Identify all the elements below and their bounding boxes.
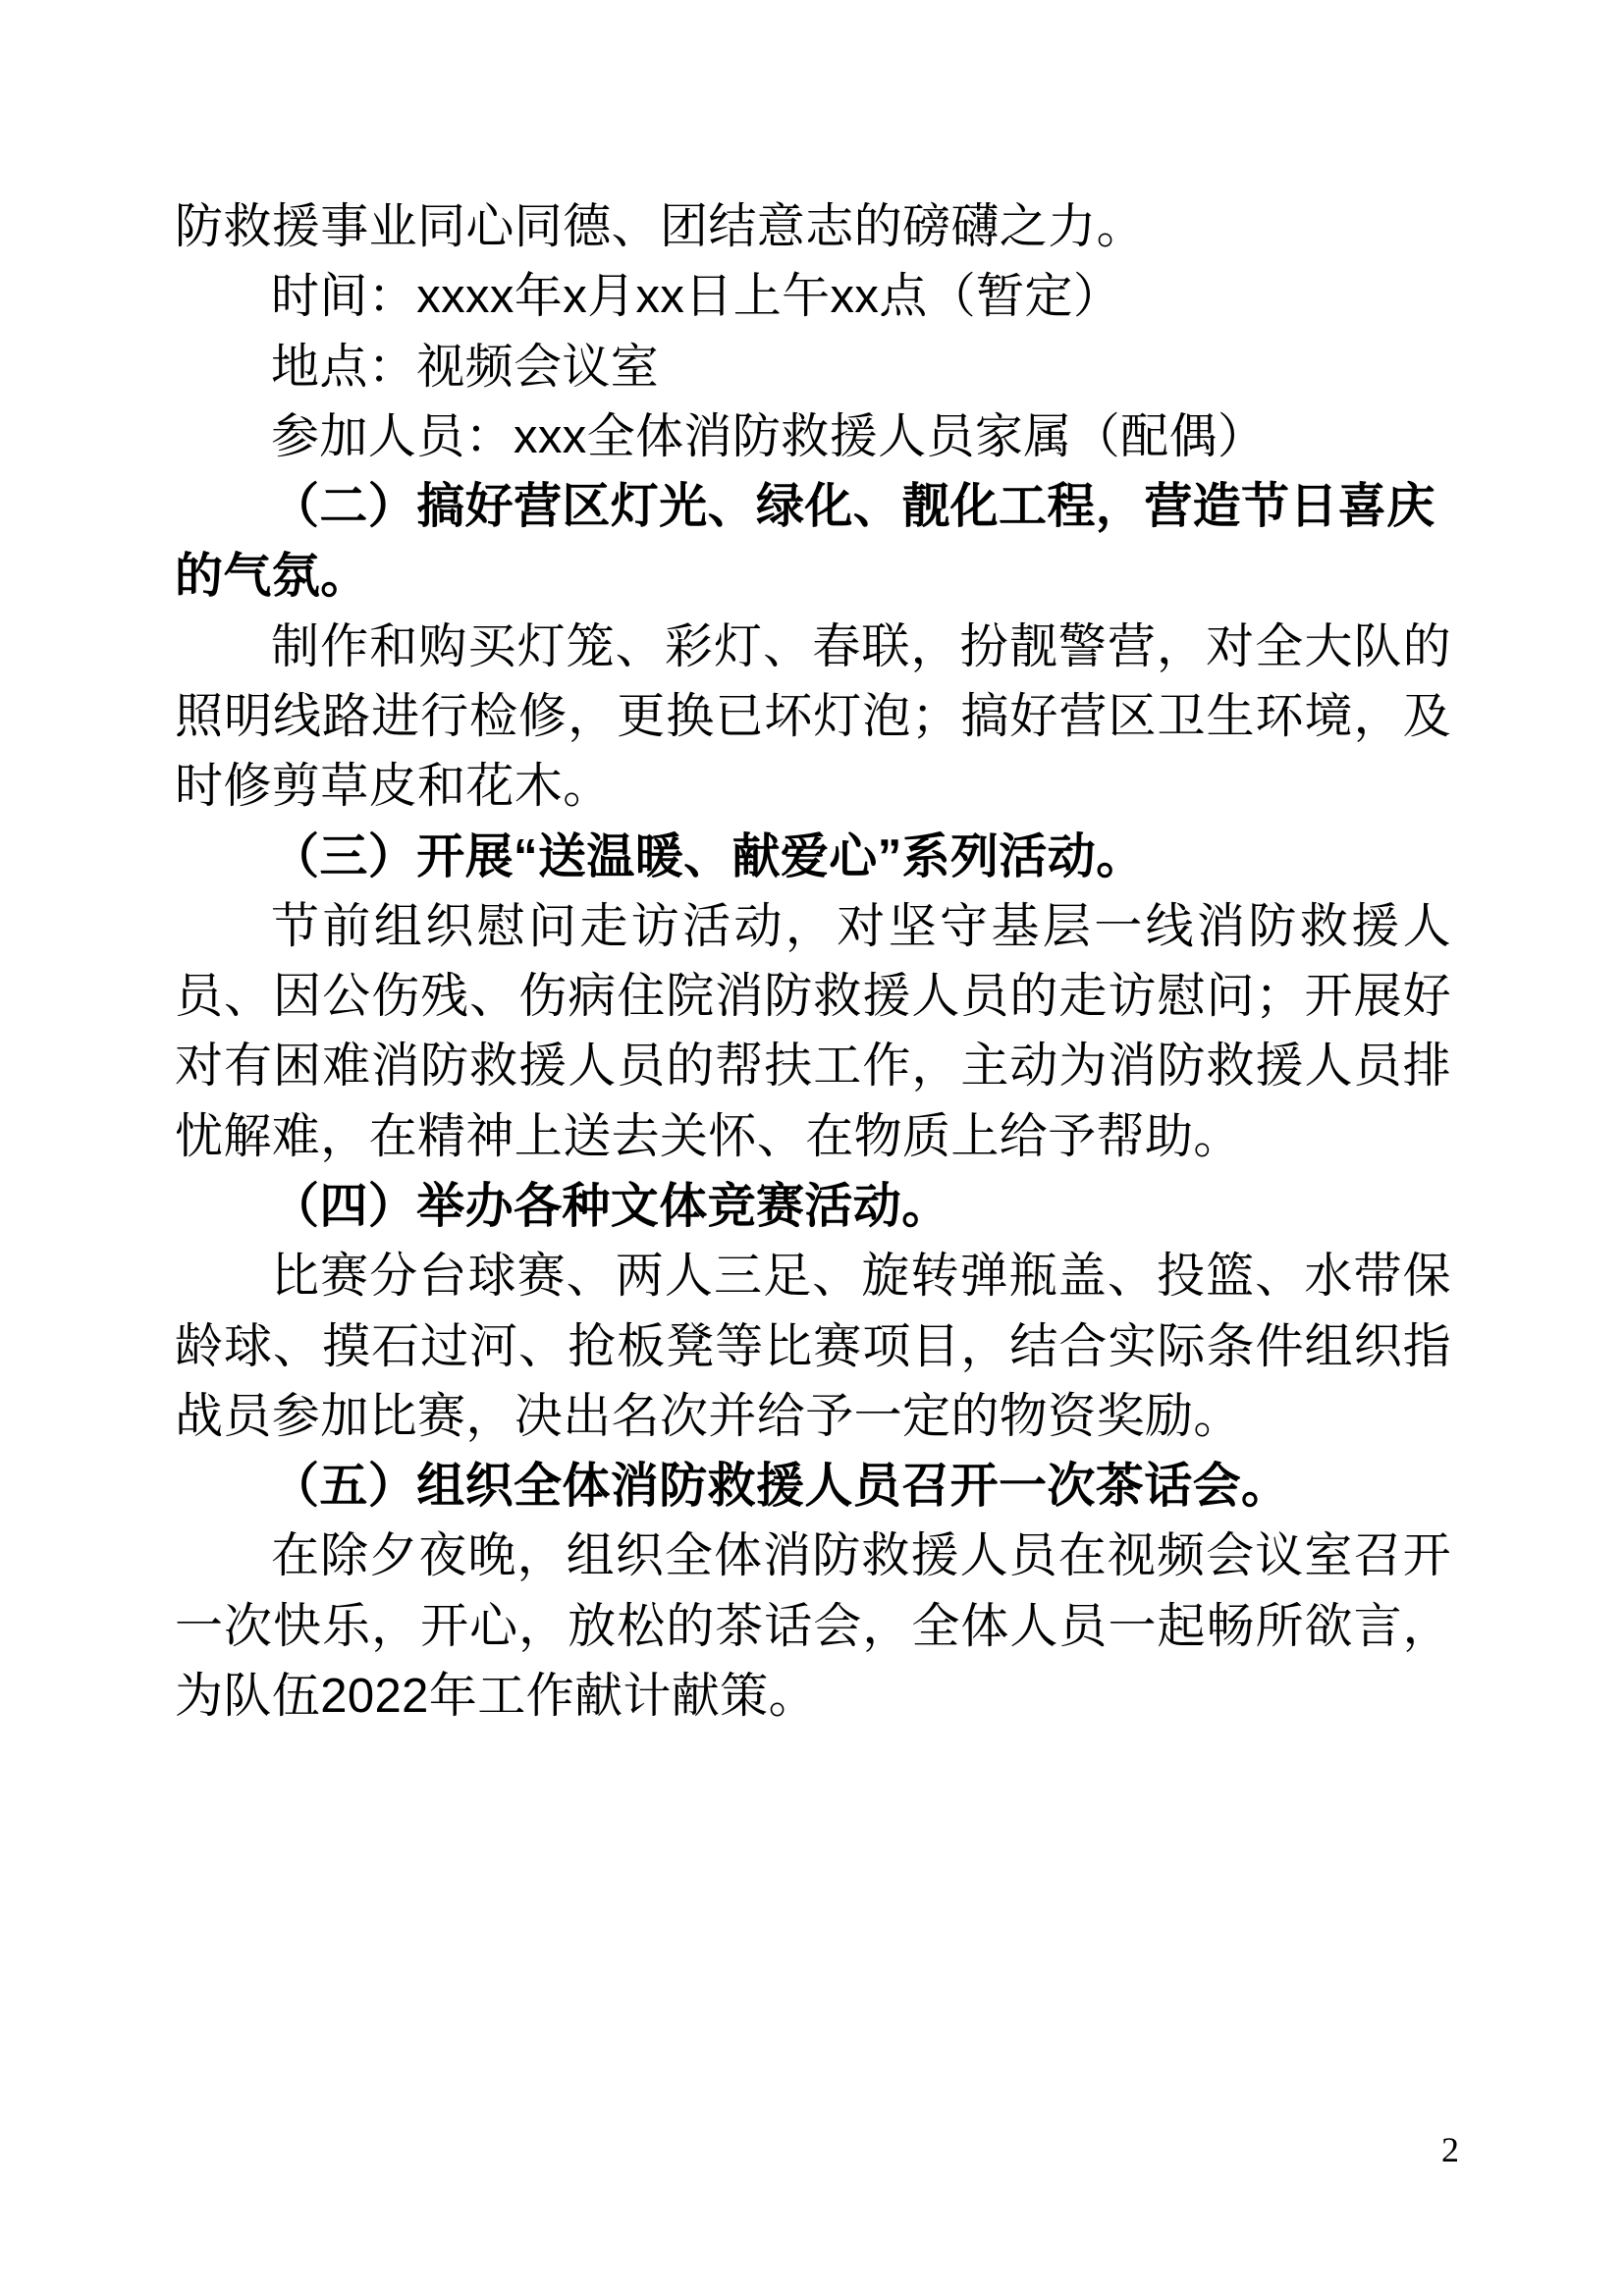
document-body bbox=[175, 192, 1451, 1732]
section-body-four: 比赛分台球赛、两人三足、旋转弹瓶盖、投篮、水带保龄球、摸石过河、抢板凳等比赛项目，结合实际条件组织指战员参加比赛，决出名次并给予一定的物资奖励。 bbox=[175, 1250, 1451, 1443]
section-body-five: 在除夕夜晚，组织全体消防救援人员在视频会议室召开一次快乐，开心，放松的茶话会，全体人员一起畅所欲言，为队伍2022年工作献计献策。 bbox=[175, 1529, 1451, 1723]
meeting-participants-line: 参加人员：xxx全体消防救援人员家属（配偶） bbox=[271, 409, 1267, 463]
section-heading-three: （三）开展“送温暖、献爱心”系列活动。 bbox=[271, 829, 1145, 883]
section-heading-two: （二）搞好营区灯光、绿化、靓化工程，营造节日喜庆的气氛。 bbox=[175, 480, 1435, 604]
meeting-location-line: 地点：视频会议室 bbox=[271, 340, 660, 394]
continuation-paragraph: 防救援事业同心同德、团结意志的磅礴之力。 bbox=[175, 200, 1146, 253]
section-body-three: 节前组织慰问走访活动，对坚守基层一线消防救援人员、因公伤残、伤病住院消防救援人员的走访慰问；开展好对有困难消防救援人员的帮扶工作，主动为消防救援人员排忧解难，在精神上送去关怀、在物质上给予帮助。 bbox=[175, 899, 1451, 1163]
section-heading-four: （四）举办各种文体竞赛活动。 bbox=[271, 1179, 950, 1233]
page-number: 2 bbox=[1441, 2130, 1459, 2169]
meeting-time-line: 时间：xxxx年x月xx日上午xx点（暂定） bbox=[271, 270, 1122, 324]
section-heading-five: （五）组织全体消防救援人员召开一次茶话会。 bbox=[271, 1460, 1290, 1514]
section-body-two: 制作和购买灯笼、彩灯、春联，扮靓警营，对全大队的照明线路进行检修，更换已坏灯泡；搞好营区卫生环境，及时修剪草皮和花木。 bbox=[175, 619, 1451, 814]
